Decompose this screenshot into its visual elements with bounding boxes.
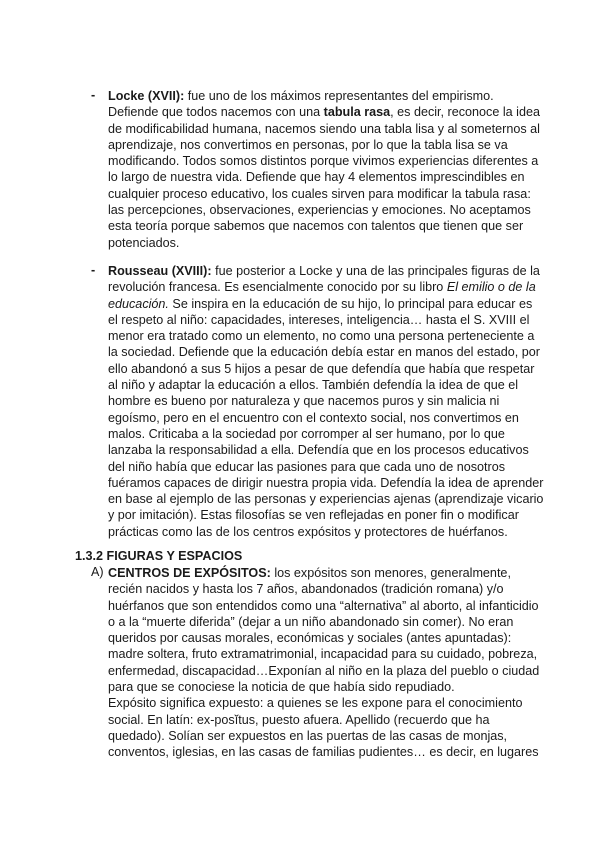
expositos-line: para que se conociese la noticia de que había sido repudiado. [108, 680, 455, 695]
locke-line: cualquier proceso educativo, los cuales sirven para modificar la tabula rasa: [108, 186, 531, 201]
rousseau-text [108, 263, 544, 540]
rousseau-line: en base al ejemplo de las personas y experiencias ajenas (aprendizaje vicario [108, 492, 544, 507]
rousseau-line-2 [108, 279, 538, 295]
locke-line: modificando. Todos somos distintos porque vivimos experiencias diferentes a [108, 154, 539, 169]
locke-line-2-post: , es decir, reconoce la idea [390, 105, 540, 120]
expositos-line: queridos por causas morales, económicas y sociales (antes apuntadas): [108, 631, 512, 646]
rousseau-line: prácticas como las de los centros expósitos y protectores de huérfanos. [108, 524, 508, 539]
rousseau-line: la sociedad. Defiende que la educación debía estar en manos del estado, por [108, 345, 540, 360]
locke-line-2 [108, 104, 538, 120]
expositos-line: conventos, iglesias, en las casas de familias pudientes… es decir, en lugares [108, 745, 539, 760]
locke-name: Locke (XVII): [108, 89, 185, 103]
expositos-line: social. En latín: ex-posĭtus, puesto afuera. Apellido (recuerdo que ha [108, 712, 490, 727]
rousseau-line-3-post: Se inspira en la educación de su hijo, lo principal para educar es [168, 296, 533, 311]
rousseau-line-3 [108, 296, 538, 312]
locke-line: las percepciones, observaciones, experiencias y emociones. No aceptamos [108, 203, 531, 218]
locke-line: de modificabilidad humana, nacemos siendo una tabla lisa y al someternos al [108, 121, 540, 136]
tabula-rasa-term: tabula rasa [323, 105, 391, 120]
rousseau-line: egoísmo, pero en el encuentro con el contexto social, nos convertimos en [108, 410, 519, 425]
locke-line: esta teoría porque sabemos que nacemos con talentos que tienen que ser [108, 219, 524, 234]
rousseau-line: hombre es bueno por naturaleza y que nacemos puros y sin malicia ni [108, 394, 500, 409]
rousseau-line: al niño y adaptar la educación a ellos. También defendía la idea de que el [108, 378, 519, 393]
expositos-line: o a la “muerte diferida” (dejar a un niño abandonado sin comer). No eran [108, 614, 514, 629]
locke-bullet: - [91, 88, 96, 102]
rousseau-line: del niño había que educar las pasiones para que cada uno de nosotros [108, 459, 505, 474]
rousseau-name: Rousseau (XVIII): [108, 264, 212, 278]
rousseau-line: el respeto al niño: capacidades, intereses, inteligencia… hasta el S. XVIII el [108, 312, 530, 327]
expositos-line: madre soltera, fruto extramatrimonial, incapacidad para su cuidado, pobreza, [108, 647, 538, 662]
rousseau-line: lanzaba la responsabilidad a ella. Defendía que en los procesos educativos [108, 443, 529, 458]
locke-text [108, 88, 538, 251]
expositos-line: huérfanos que son entendidos como una “alternativa” al aborto, al infanticidio [108, 598, 539, 613]
expositos-line-1 [108, 565, 538, 581]
rousseau-bullet: - [91, 263, 96, 277]
expositos-line-1-text: los expósitos son menores, generalmente, [270, 566, 511, 580]
book-title-part-1: El emilio o de la [446, 280, 536, 295]
rousseau-line: fuéramos capaces de dirigir nuestra propia vida. Defendía la idea de aprender [108, 475, 544, 490]
centros-expositos-title: CENTROS DE EXPÓSITOS: [108, 566, 271, 580]
locke-line-2-pre: Defiende que todos nacemos con una [108, 105, 324, 120]
rousseau-line-2-pre: revolución francesa. Es esencialmente conocido por su libro [108, 280, 447, 295]
locke-line: aprendizaje, nos convertimos en personas, por lo que la tabla lisa se va [108, 137, 508, 152]
rousseau-line: malos. Criticaba a la sociedad por corromper al ser humano, por lo que [108, 426, 505, 441]
centros-expositos-text [108, 565, 538, 761]
locke-line: potenciados. [108, 235, 180, 250]
expositos-line: Expósito significa expuesto: a quienes se les expone para el conocimiento [108, 696, 523, 711]
rousseau-line: menor era tratado como un elemento, no como una persona perteneciente a [108, 329, 535, 344]
expositos-line: recién nacidos y hasta los 7 años, abandonados (tradición romana) y/o [108, 582, 504, 597]
list-marker-a: A) [91, 565, 104, 579]
expositos-line: quedado). Solían ser expuestos en las puertas de las casas de monjas, [108, 728, 508, 743]
locke-line: lo largo de nuestra vida. Defiende que hay 4 elementos imprescindibles en [108, 170, 525, 185]
section-heading: 1.3.2 FIGURAS Y ESPACIOS [75, 549, 243, 563]
expositos-line: enfermedad, discapacidad…Exponían al niño en la plaza del pueblo o ciudad [108, 663, 540, 678]
rousseau-line: y por imitación). Estas filosofías se ven reflejadas en poner fin o modificar [108, 508, 519, 523]
rousseau-line-1-text: fue posterior a Locke y una de las principales figuras de la [211, 264, 540, 278]
rousseau-line-1 [108, 263, 538, 279]
rousseau-line: ello abandonó a sus 5 hijos a pesar de que defendía que había que respetar [108, 361, 535, 376]
book-title-part-2: educación. [108, 296, 169, 311]
locke-line-1-text: fue uno de los máximos representantes del empirismo. [184, 89, 494, 103]
locke-line-1 [108, 88, 538, 104]
